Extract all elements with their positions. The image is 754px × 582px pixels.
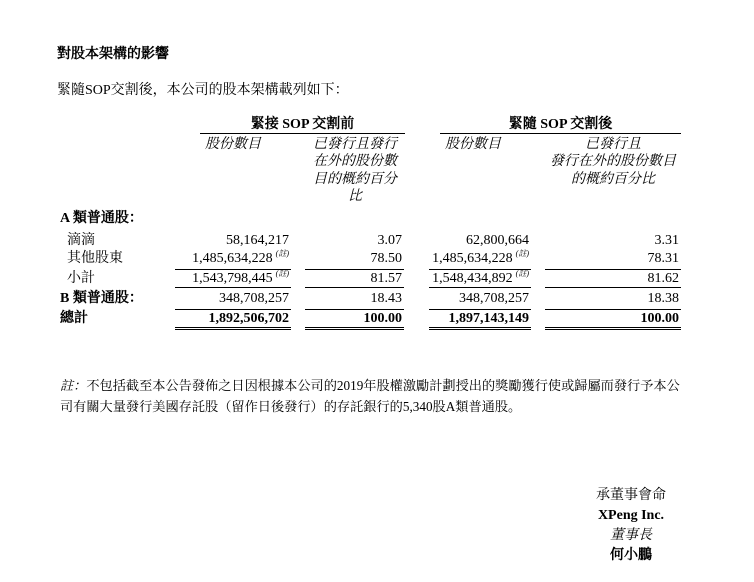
cell-value: 3.07 [377, 233, 402, 248]
cell-value: 1,897,143,149 [448, 311, 529, 326]
row-label: 總計 [60, 311, 88, 326]
column-header-line: 股份數目 [445, 137, 501, 152]
cell-value: 1,485,634,228 [432, 251, 513, 266]
shares-before-cell [175, 269, 291, 288]
table-row-other-shareholders [0, 249, 754, 268]
cell-value: 100.00 [363, 311, 402, 326]
footnote-line [60, 376, 680, 397]
column-header-after-percentage [545, 136, 681, 188]
percentage-after-cell [545, 289, 681, 308]
row-label: B 類普通股： [60, 291, 143, 306]
table-row-subtotal [0, 269, 754, 288]
footnote-text: 不包括截至本公告發佈之日因根據本公司的2019年股權激勵計劃授出的獎勵獲行使或歸屬而發行予本公 [86, 378, 680, 393]
cell-value: 1,892,506,702 [208, 311, 289, 326]
cell-value: 1,543,798,445 [192, 271, 273, 286]
shares-after-cell [429, 289, 531, 308]
signature-name: 何小鵬 [610, 548, 652, 563]
cell-value: 81.62 [647, 271, 679, 286]
shares-before-cell [175, 289, 291, 308]
row-label: 其他股東 [67, 251, 123, 266]
cell-value: 18.38 [647, 291, 679, 306]
column-header-line: 發行在外的股份數目 [550, 154, 676, 170]
column-header-line: 在外的股份數 [313, 154, 397, 170]
cell-value: 62,800,664 [466, 233, 529, 248]
cell-value: 78.50 [370, 251, 402, 266]
cell-value: 58,164,217 [226, 233, 289, 248]
table-row-total [0, 309, 754, 328]
section-title: 對股本架構的影響 [57, 47, 169, 62]
footnote-text: 司有關大量發行美國存託股（留作日後發行）的存託銀行的5,340股A類普通股。 [60, 398, 522, 414]
signature-block [570, 486, 692, 566]
group-header-before-sop: 緊接 SOP 交割前 [200, 116, 405, 134]
column-header-line: 已發行且 [585, 137, 641, 152]
column-header-line: 的概約百分比 [571, 171, 655, 187]
cell-value: 18.43 [370, 291, 402, 306]
footnote [60, 376, 680, 417]
row-label: 小計 [67, 271, 95, 286]
percentage-before-cell [305, 289, 404, 308]
cell-value: 348,708,257 [219, 291, 289, 306]
column-header-before-shares [198, 136, 268, 153]
cell-value: 3.31 [654, 233, 679, 248]
note-marker: (註) [275, 249, 289, 259]
shares-before-cell [175, 309, 291, 330]
column-header-line: 股份數目 [205, 137, 261, 152]
column-header-line: 目的概約百分 [313, 171, 397, 187]
column-header-after-shares [438, 136, 508, 153]
group-header-after-sop: 緊隨 SOP 交割後 [440, 116, 681, 134]
percentage-before-cell [305, 249, 404, 268]
signature-company: XPeng Inc. [597, 508, 665, 523]
signature-by-order: 承董事會命 [596, 488, 666, 503]
footnote-line [60, 397, 680, 418]
cell-value: 78.31 [647, 251, 679, 266]
cell-value: 1,485,634,228 [192, 251, 273, 266]
percentage-before-cell [305, 231, 404, 250]
shares-before-cell [175, 231, 291, 250]
percentage-after-cell [545, 249, 681, 268]
row-label: 滴滴 [67, 233, 95, 248]
row-label: A 類普通股： [60, 211, 143, 226]
column-header-before-percentage [305, 136, 405, 206]
cell-value: 100.00 [640, 311, 679, 326]
footnote-label: 註： [60, 378, 87, 393]
shares-after-cell [429, 269, 531, 288]
shares-after-cell [429, 249, 531, 268]
shares-after-cell [429, 309, 531, 330]
note-marker: (註) [275, 269, 289, 279]
table-row-didi [0, 231, 754, 250]
table-row-class-a-heading [0, 209, 754, 228]
percentage-after-cell [545, 231, 681, 250]
note-marker: (註) [515, 249, 529, 259]
table-row-class-b [0, 289, 754, 308]
cell-value: 81.57 [370, 271, 402, 286]
note-marker: (註) [515, 269, 529, 279]
signature-title: 董事長 [610, 528, 652, 543]
column-header-line: 已發行且發行 [313, 137, 397, 152]
cell-value: 1,548,434,892 [432, 271, 513, 286]
cell-value: 348,708,257 [459, 291, 529, 306]
percentage-after-cell [545, 309, 681, 330]
percentage-before-cell [305, 269, 404, 288]
column-header-line: 比 [348, 189, 362, 205]
percentage-after-cell [545, 269, 681, 288]
shares-after-cell [429, 231, 531, 250]
shares-before-cell [175, 249, 291, 268]
intro-text: 緊隨SOP交割後，本公司的股本架構載列如下： [57, 83, 349, 98]
percentage-before-cell [305, 309, 404, 330]
